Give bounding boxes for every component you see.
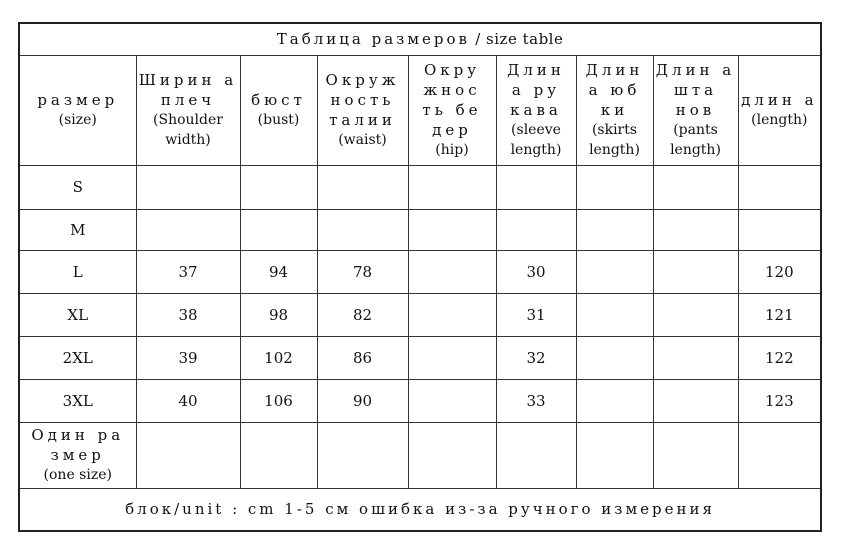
cell-pants: [653, 165, 738, 209]
table-row: [19, 379, 821, 422]
cell-waist: [317, 209, 408, 250]
cell-pants: [653, 209, 738, 250]
cell-shoulder: [136, 165, 240, 209]
cell-skirt: [576, 336, 653, 379]
cell-length: [738, 165, 821, 209]
table-row: [19, 209, 821, 250]
cell-bust: 98: [240, 293, 317, 336]
cell-size: XL: [19, 293, 136, 336]
table-row: [19, 165, 821, 209]
cell-shoulder: [136, 209, 240, 250]
cell-bust: [240, 209, 317, 250]
header-row: [19, 55, 821, 165]
cell-empty: [240, 422, 317, 488]
cell-pants: [653, 250, 738, 293]
cell-bust: [240, 165, 317, 209]
table-row: [19, 336, 821, 379]
cell-size: M: [19, 209, 136, 250]
header-hip: Окру жнос ть бе дер (hip): [408, 55, 496, 165]
table-title: [19, 23, 821, 55]
cell-empty: [738, 422, 821, 488]
header-sleeve: Длин а ру кава (sleeve length): [496, 55, 576, 165]
header-waist: Окруж ность талии (waist): [317, 55, 408, 165]
cell-sleeve: 30: [496, 250, 576, 293]
cell-length: [738, 209, 821, 250]
header-bust: бюст (bust): [240, 55, 317, 165]
header-shoulder: Ширин а плеч (Shoulder width): [136, 55, 240, 165]
cell-size: 3XL: [19, 379, 136, 422]
title-en: / size table: [469, 30, 564, 49]
cell-sleeve: 32: [496, 336, 576, 379]
cell-waist: 78: [317, 250, 408, 293]
cell-size: 2XL: [19, 336, 136, 379]
cell-skirt: [576, 293, 653, 336]
cell-length: 123: [738, 379, 821, 422]
title-ru: Таблица размеров: [276, 30, 470, 49]
cell-hip: [408, 165, 496, 209]
header-skirt: Длин а юб ки (skirts length): [576, 55, 653, 165]
cell-hip: [408, 293, 496, 336]
cell-shoulder: 38: [136, 293, 240, 336]
cell-shoulder: 40: [136, 379, 240, 422]
cell-sleeve: [496, 209, 576, 250]
cell-sleeve: [496, 165, 576, 209]
cell-waist: 86: [317, 336, 408, 379]
cell-length: 120: [738, 250, 821, 293]
header-size: размер (size): [19, 55, 136, 165]
table-row: [19, 250, 821, 293]
cell-length: 122: [738, 336, 821, 379]
cell-shoulder: 37: [136, 250, 240, 293]
size-table: [18, 22, 822, 532]
cell-pants: [653, 379, 738, 422]
cell-bust: 94: [240, 250, 317, 293]
cell-one-size: Один ра змер (one size): [19, 422, 136, 488]
cell-waist: [317, 165, 408, 209]
cell-skirt: [576, 209, 653, 250]
cell-waist: 90: [317, 379, 408, 422]
cell-pants: [653, 336, 738, 379]
cell-empty: [136, 422, 240, 488]
cell-empty: [496, 422, 576, 488]
cell-size: S: [19, 165, 136, 209]
cell-shoulder: 39: [136, 336, 240, 379]
cell-length: 121: [738, 293, 821, 336]
cell-empty: [408, 422, 496, 488]
cell-skirt: [576, 379, 653, 422]
cell-skirt: [576, 250, 653, 293]
cell-sleeve: 31: [496, 293, 576, 336]
cell-pants: [653, 293, 738, 336]
cell-hip: [408, 336, 496, 379]
cell-hip: [408, 209, 496, 250]
cell-empty: [317, 422, 408, 488]
cell-hip: [408, 250, 496, 293]
table-row-one-size: [19, 422, 821, 488]
cell-waist: 82: [317, 293, 408, 336]
table-footer-note: блок/unit : cm 1-5 см ошибка из-за ручного измерения: [19, 488, 821, 531]
cell-empty: [576, 422, 653, 488]
cell-bust: 106: [240, 379, 317, 422]
cell-bust: 102: [240, 336, 317, 379]
cell-empty: [653, 422, 738, 488]
header-pants: Длин а шта нов (pants length): [653, 55, 738, 165]
cell-size: L: [19, 250, 136, 293]
table-row: [19, 293, 821, 336]
cell-hip: [408, 379, 496, 422]
cell-sleeve: 33: [496, 379, 576, 422]
header-length: длин а (length): [738, 55, 821, 165]
cell-skirt: [576, 165, 653, 209]
